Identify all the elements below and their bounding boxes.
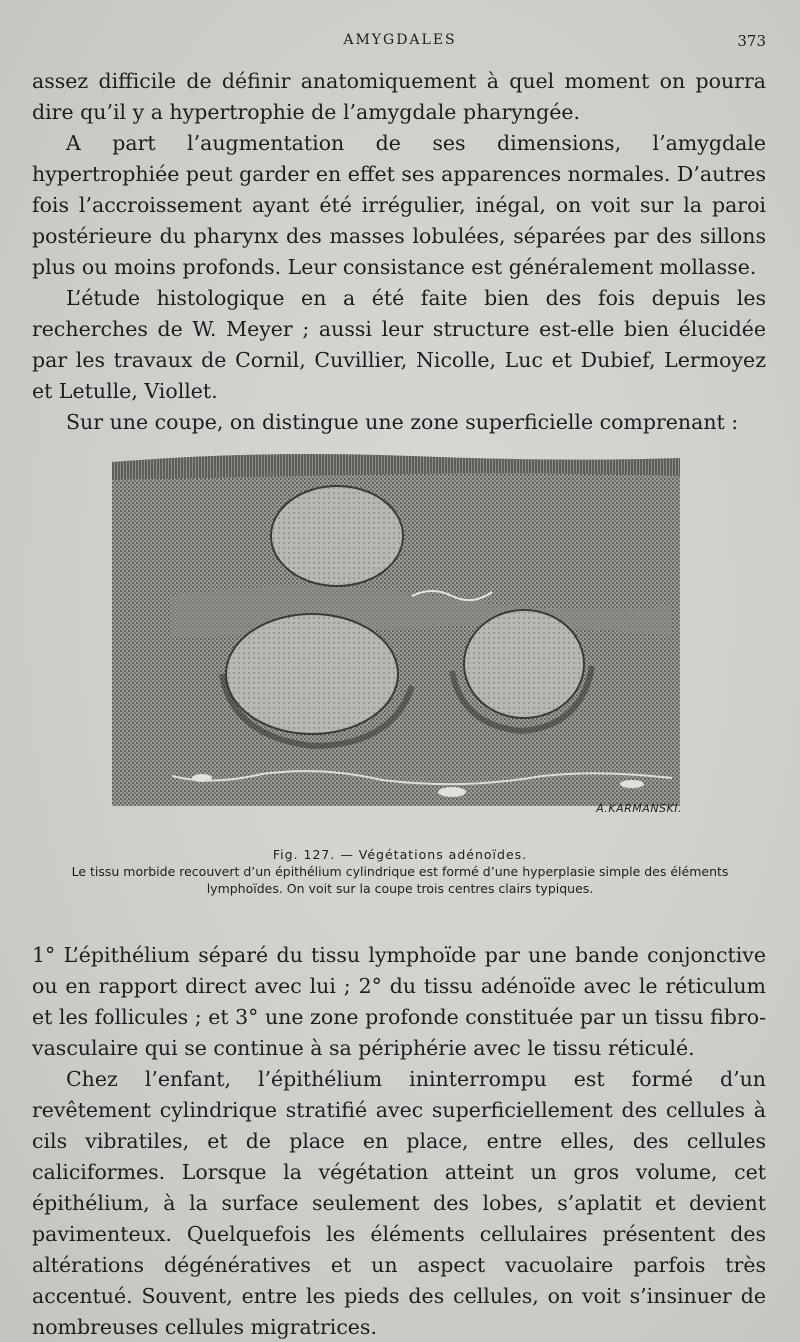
paragraph-histology: L’étude histologique en a été faite bien des fois depuis les recherches de W. Meyer ; aussi leur structure est-elle bien élucidée par les travaux de Cornil, Cuvillier, Nicolle, Luc et Dubief, Lermoyez et Letulle, Viollet. — [32, 286, 766, 403]
paragraph-zones: 1° L’épithélium séparé du tissu lymphoïde par une bande conjonctive ou en rapport direct avec lui ; 2° du tissu adénoïde avec le réticulum et les follicules ; et 3° une zone profonde constituée par un tissu fibro-vasculaire qui se continue à sa périphérie avec le tissu réticulé. — [32, 943, 766, 1060]
histology-figure — [112, 446, 682, 815]
figure-caption — [40, 846, 760, 897]
top-text-block — [32, 66, 766, 438]
page-header — [0, 30, 800, 56]
figure-label: Fig. 127. — Végétations adénoïdes. — [272, 847, 528, 862]
bottom-text-block — [32, 940, 766, 1342]
running-title: AMYGDALES — [343, 32, 457, 48]
paragraph-child-epithelium: Chez l’enfant, l’épithélium ininterrompu est formé d’un revêtement cylindrique stratifié avec superficiellement des cellules à cils vibratiles, et de place en place, entre elles, des cellules caliciformes. Lorsque la végétation atteint un gros volume, cet épithélium, à la surface seulement des lobes, s’aplatit et devient pavimenteux. Quelquefois les éléments cellulaires présentent des altérations dégénératives et un aspect vacuolaire parfois très accentué. Souvent, entre les pieds des cellules, on voit s’insinuer de nombreuses cellules migratrices. — [32, 1067, 766, 1339]
paragraph-hypertrophy: A part l’augmentation de ses dimensions, l’amygdale hypertrophiée peut garder en effet ses apparences normales. D’autres fois l’accroissement ayant été irrégulier, inégal, on voit sur la paroi postérieure du pharynx des masses lobulées, séparées par des sillons plus ou moins profonds. Leur consistance est généralement mollasse. — [32, 131, 766, 279]
figure-caption-text: Le tissu morbide recouvert d’un épithélium cylindrique est formé d’une hyperplasie simple des éléments lymphoïdes. On voit sur la coupe trois centres clairs typiques. — [71, 864, 729, 896]
artist-signature: A.KARMANSKI. — [596, 802, 682, 815]
paragraph-continuation: assez difficile de définir anatomiquement à quel moment on pourra dire qu’il y a hypertrophie de l’amygdale pharyngée. — [32, 69, 766, 124]
page-number: 373 — [737, 32, 766, 50]
paragraph-section-intro: Sur une coupe, on distingue une zone superficielle comprenant : — [66, 410, 739, 434]
histology-illustration — [112, 446, 682, 808]
